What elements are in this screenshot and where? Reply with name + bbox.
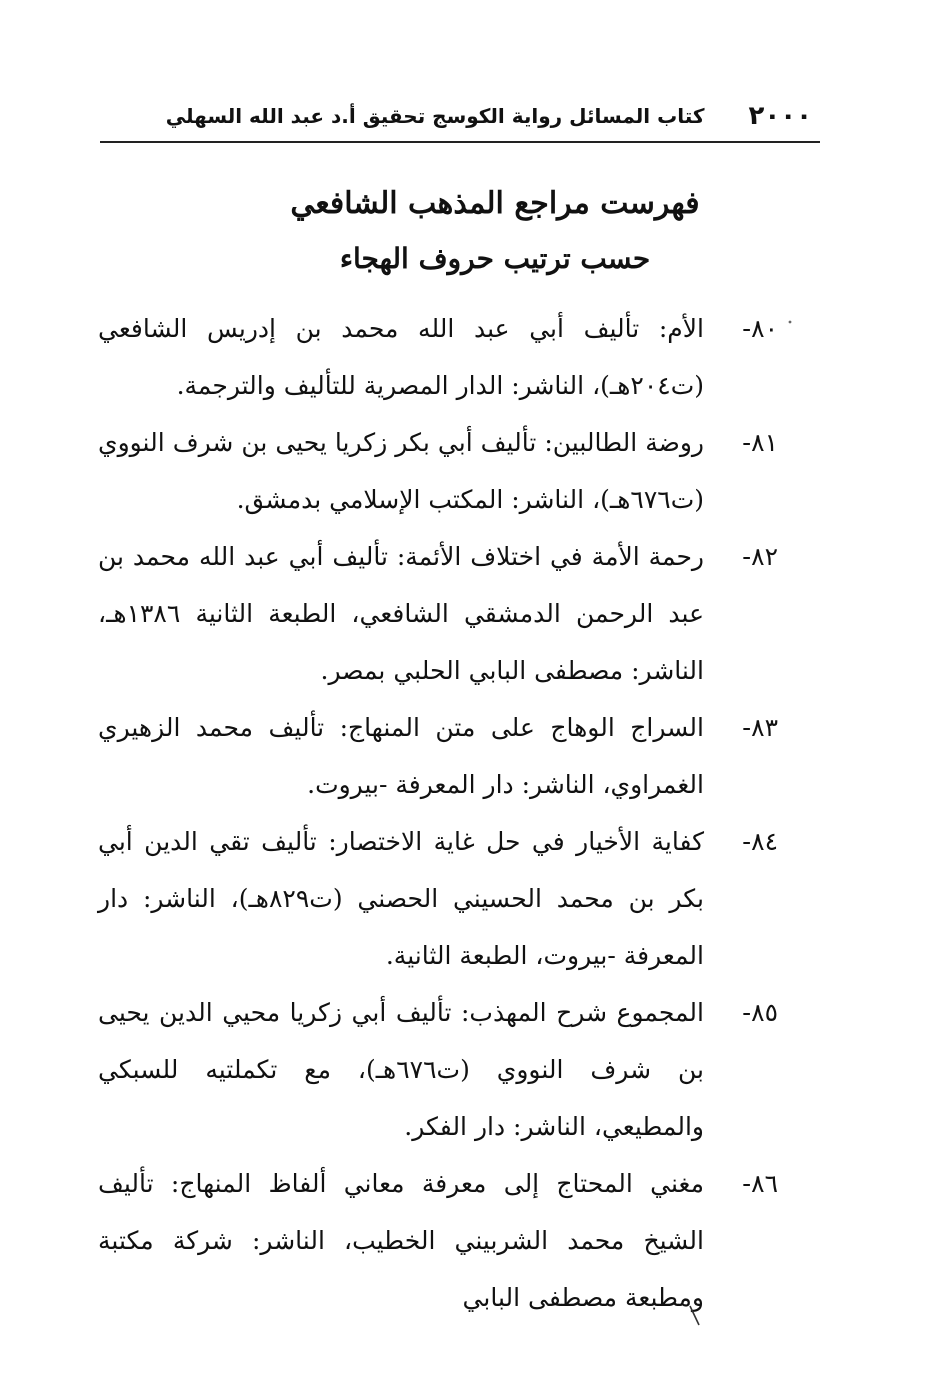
entry-number: ٨٣- xyxy=(742,713,778,742)
page-header xyxy=(100,96,820,136)
entry-text: المجموع شرح المهذب: تأليف أبي زكريا محيي الدين يحيى بن شرف النووي (ت٦٧٦هـ)، مع تكملتيه للسبكي والمطيعي، الناشر: دار الفكر. xyxy=(98,998,704,1141)
entry-number: ٨١- xyxy=(742,428,778,457)
running-title: كتاب المسائل رواية الكوسج تحقيق أ.د عبد الله السهلي xyxy=(165,104,705,128)
reference-entry xyxy=(98,300,778,414)
entry-number: ٨٤- xyxy=(742,827,778,856)
entry-text: كفاية الأخيار في حل غاية الاختصار: تأليف تقي الدين أبي بكر بن محمد الحسيني الحصني (ت٨٢٩هـ)، الناشر: دار المعرفة -بيروت، الطبعة الثانية. xyxy=(98,827,704,970)
reference-list xyxy=(98,300,778,1326)
entry-text: روضة الطالبين: تأليف أبي بكر زكريا يحيى بن شرف النووي (ت٦٧٦هـ)، الناشر: المكتب الإسلامي بدمشق. xyxy=(98,428,704,514)
reference-entry xyxy=(98,984,778,1155)
entry-text: رحمة الأمة في اختلاف الأئمة: تأليف أبي عبد الله محمد بن عبد الرحمن الدمشقي الشافعي، الطبعة الثانية ١٣٨٦هـ، الناشر: مصطفى البابي الحلبي بمصر. xyxy=(98,542,704,685)
entry-number: ٨٥- xyxy=(742,998,778,1027)
scan-speck xyxy=(786,318,794,326)
header-divider xyxy=(100,141,820,143)
pen-mark xyxy=(688,1305,702,1327)
reference-entry xyxy=(98,813,778,984)
entry-number: ٨٦- xyxy=(742,1169,778,1198)
entry-text: السراج الوهاج على متن المنهاج: تأليف محمد الزهيري الغمراوي، الناشر: دار المعرفة -بيروت. xyxy=(98,713,704,799)
reference-entry xyxy=(98,528,778,699)
entry-number: ٨٠- xyxy=(742,314,778,343)
reference-entry xyxy=(98,699,778,813)
entry-number: ٨٢- xyxy=(742,542,778,571)
reference-entry xyxy=(98,1155,778,1326)
index-subtitle: حسب ترتيب حروف الهجاء xyxy=(339,242,651,275)
entry-text: الأم: تأليف أبي عبد الله محمد بن إدريس الشافعي (ت٢٠٤هـ)، الناشر: الدار المصرية للتأليف والترجمة. xyxy=(98,314,704,400)
reference-entry xyxy=(98,414,778,528)
page-number: ٢٠٠٠ xyxy=(748,101,812,131)
entry-text: مغني المحتاج إلى معرفة معاني ألفاظ المنهاج: تأليف الشيخ محمد الشربيني الخطيب، الناشر: شركة مكتبة ومطبعة مصطفى البابي xyxy=(98,1169,704,1312)
index-title: فهرست مراجع المذهب الشافعي xyxy=(290,186,700,221)
